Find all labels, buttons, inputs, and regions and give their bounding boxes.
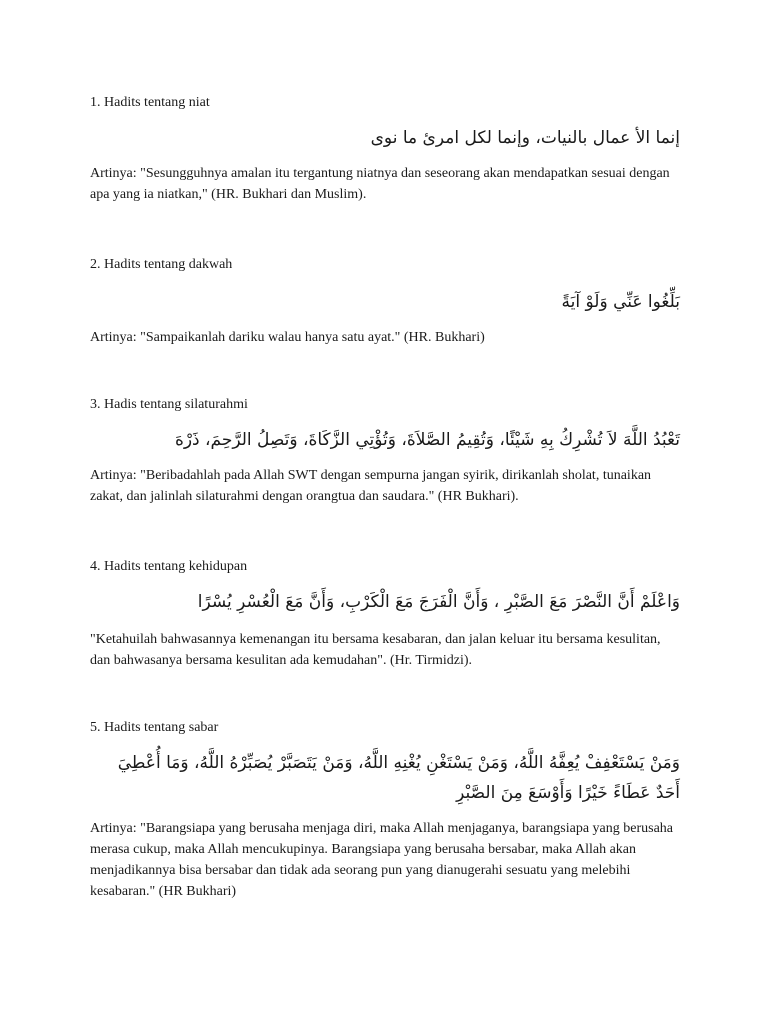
- section-heading: 4. Hadits tentang kehidupan: [90, 559, 248, 574]
- arabic-text: وَاعْلَمْ أَنَّ النَّصْرَ مَعَ الصَّبْرِ ، وَأَنَّ الْفَرَجَ مَعَ الْكَرْبِ، وَأَنَّ مَعَ الْعُسْرِ يُسْرًا: [197, 592, 680, 612]
- arabic-text: وَمَنْ يَسْتَعْفِفْ يُعِفَّهُ اللَّهُ، وَمَنْ يَسْتَغْنِ يُغْنِهِ اللَّهُ، وَمَنْ يَتَصَبَّرْ يُصَبِّرْهُ اللَّهُ، وَمَا أُعْطِيَ أَحَدٌ عَطَاءً خَيْرًا وَأَوْسَعَ مِنَ الصَّبْرِ: [117, 753, 680, 803]
- arabic-text: تَعْبُدُ اللَّهَ لاَ تُشْرِكُ بِهِ شَيْئًا، وَتُقِيمُ الصَّلاَةَ، وَتُؤْتِي الزَّكَاةَ، وَتَصِلُ الرَّحِمَ، ذَرْهَ: [174, 430, 680, 450]
- hadith-section-silaturahmi: [90, 395, 680, 507]
- hadith-section-kehidupan: [90, 557, 680, 671]
- section-heading: 5. Hadits tentang sabar: [90, 720, 219, 735]
- arabic-text: إنما الأ عمال بالنيات، وإنما لكل امرئ ما نوى: [370, 128, 680, 148]
- section-heading: 2. Hadits tentang dakwah: [90, 257, 233, 272]
- translation-text: Artinya: "Barangsiapa yang berusaha menjaga diri, maka Allah menjaganya, barangsiapa yang berusaha merasa cukup, maka Allah mencukupinya. Barangsiapa yang berusaha bersabar, maka Allah akan menjadikannya bisa bersabar dan tidak ada seorang pun yang dianugerahi sesuatu yang melebihi kesabaran." (HR Bukhari): [90, 821, 673, 899]
- hadith-section-dakwah: [90, 255, 680, 348]
- translation-text: "Ketahuilah bahwasannya kemenangan itu bersama kesabaran, dan jalan keluar itu bersama kesulitan, dan bahwasanya bersama kesulitan ada kemudahan". (Hr. Tirmidzi).: [90, 632, 661, 668]
- section-heading: 1. Hadits tentang niat: [90, 95, 210, 110]
- section-heading: 3. Hadis tentang silaturahmi: [90, 397, 248, 412]
- hadith-section-sabar: [90, 718, 680, 902]
- translation-text: Artinya: "Sesungguhnya amalan itu tergantung niatnya dan seseorang akan mendapatkan sesuai dengan apa yang ia niatkan," (HR. Bukhari dan Muslim).: [90, 166, 670, 202]
- translation-text: Artinya: "Sampaikanlah dariku walau hanya satu ayat." (HR. Bukhari): [90, 330, 485, 345]
- hadith-section-niat: [90, 93, 680, 205]
- arabic-text: بَلِّغُوا عَنِّي وَلَوْ آيَةً: [561, 292, 680, 312]
- translation-text: Artinya: "Beribadahlah pada Allah SWT dengan sempurna jangan syirik, dirikanlah sholat, tunaikan zakat, dan jalinlah silaturahmi dengan orangtua dan saudara." (HR Bukhari).: [90, 468, 652, 504]
